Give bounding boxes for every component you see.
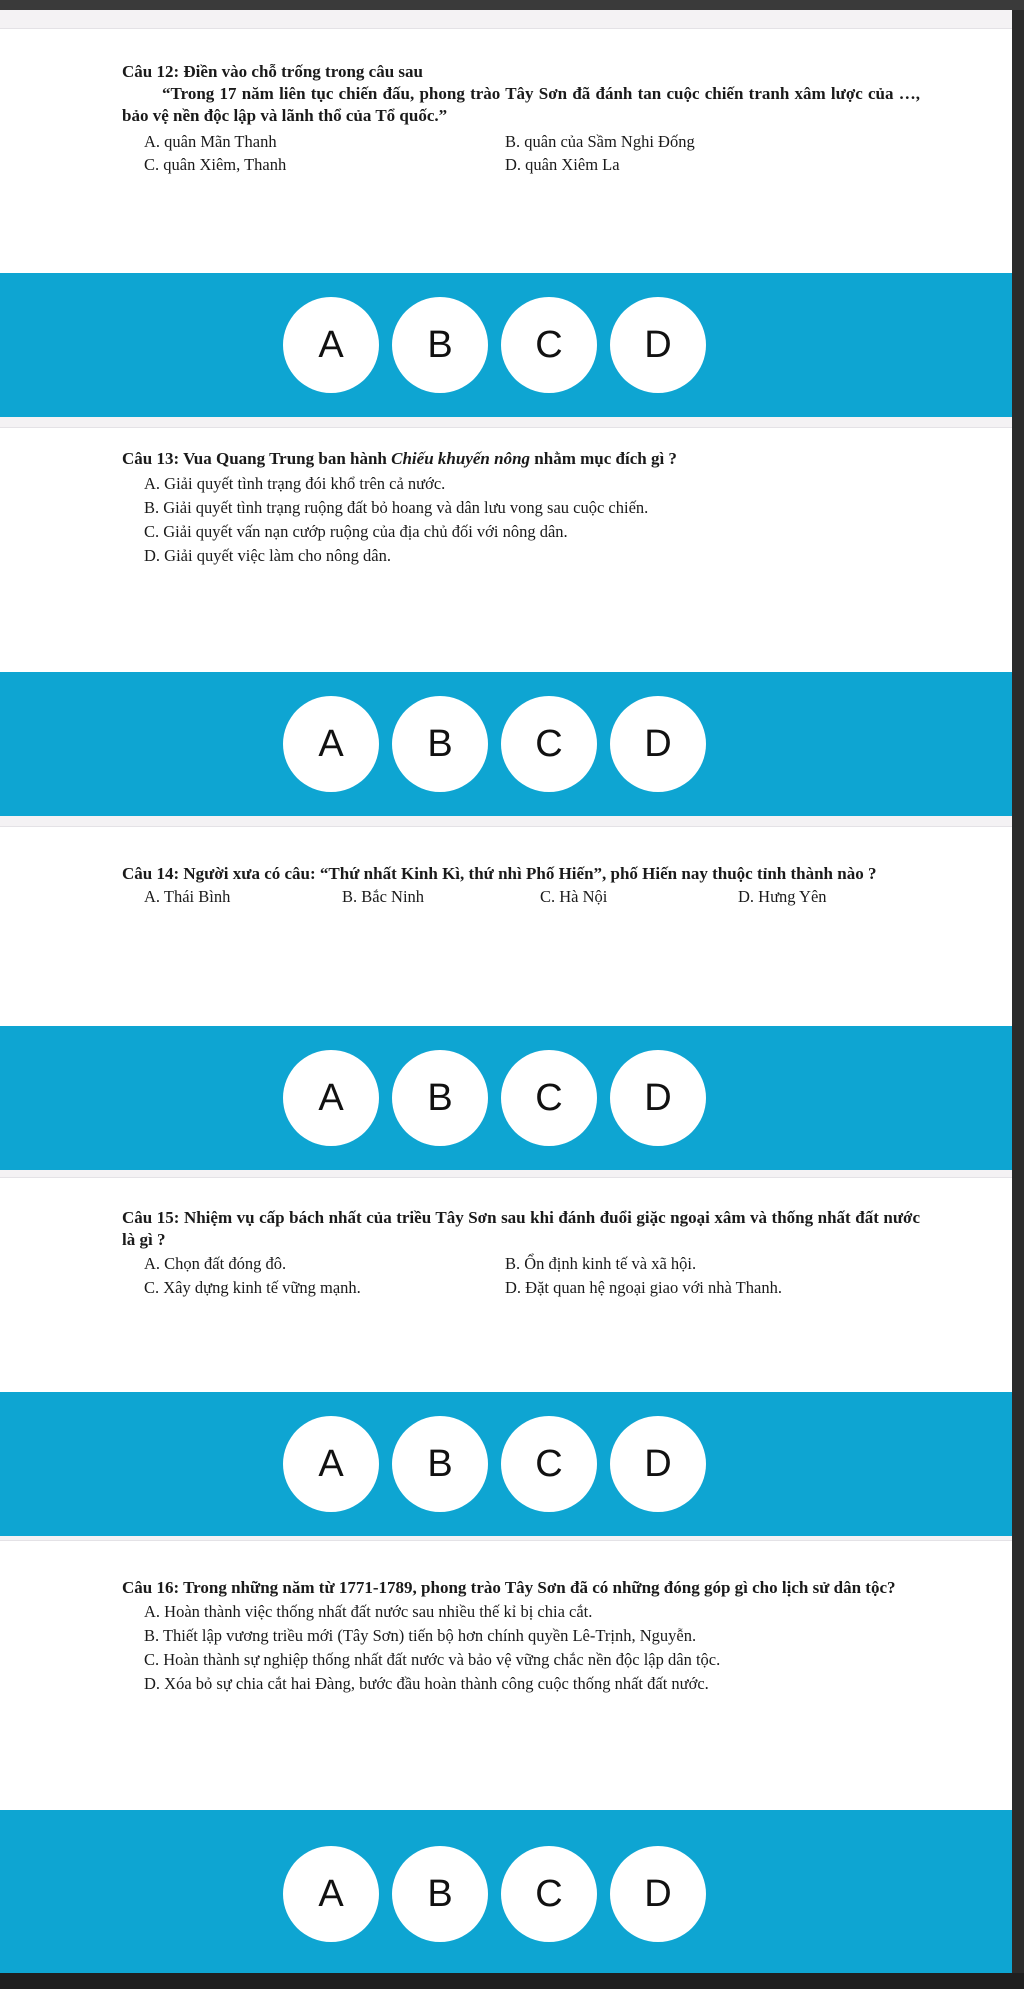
question-stem: “Trong 17 năm liên tục chiến đấu, phong trào Tây Sơn đã đánh tan cuộc chiến tranh xâm lược của …, bảo vệ nền độc lập và lãnh thổ của Tổ quốc.” — [122, 84, 920, 125]
question-16-text — [122, 1577, 920, 1694]
answer-button-b[interactable]: B — [392, 696, 488, 792]
quiz-page — [0, 10, 1012, 1973]
answer-bar-15 — [0, 1392, 1012, 1536]
answer-button-d[interactable]: D — [610, 696, 706, 792]
option-a: A. Giải quyết tình trạng đói khổ trên cả nước. — [144, 474, 446, 493]
question-13-text — [122, 448, 920, 566]
answer-button-d[interactable]: D — [610, 1416, 706, 1512]
option-c: C. quân Xiêm, Thanh — [144, 155, 287, 174]
question-14-text — [122, 863, 920, 907]
question-title — [122, 448, 920, 470]
answer-button-a[interactable]: A — [283, 1846, 379, 1942]
question-title: Câu 15: Nhiệm vụ cấp bách nhất của triều Tây Sơn sau khi đánh đuổi giặc ngoại xâm và thống nhất đất nước là gì ? — [122, 1208, 920, 1249]
answer-bar-16 — [0, 1810, 1012, 1973]
option-c: C. Giải quyết vấn nạn cướp ruộng của địa chủ đối với nông dân. — [144, 522, 568, 541]
option-d: D. Giải quyết việc làm cho nông dân. — [144, 546, 391, 565]
option-b: B. Giải quyết tình trạng ruộng đất bỏ hoang và dân lưu vong sau cuộc chiến. — [144, 498, 649, 517]
option-row — [122, 1602, 920, 1622]
option-d: D. quân Xiêm La — [505, 155, 620, 174]
option-b: B. Thiết lập vương triều mới (Tây Sơn) tiến bộ hơn chính quyền Lê-Trịnh, Nguyễn. — [144, 1626, 697, 1645]
option-d: D. Đặt quan hệ ngoại giao với nhà Thanh. — [505, 1278, 782, 1297]
answer-button-a[interactable]: A — [283, 1050, 379, 1146]
answer-button-d[interactable]: D — [610, 1846, 706, 1942]
option-row — [122, 887, 920, 907]
option-row — [122, 1626, 920, 1646]
option-a: A. Chọn đất đóng đô. — [144, 1254, 287, 1273]
option-row — [122, 1650, 920, 1670]
question-card-13 — [0, 427, 1012, 672]
option-row — [122, 1278, 920, 1298]
answer-button-b[interactable]: B — [392, 1846, 488, 1942]
option-c: C. Xây dựng kinh tế vững mạnh. — [144, 1278, 361, 1297]
answer-button-a[interactable]: A — [283, 1416, 379, 1512]
navigation-bar — [0, 1973, 1024, 1989]
question-title-italic: Chiếu khuyến nông — [391, 449, 531, 468]
answer-bar-14 — [0, 1026, 1012, 1170]
option-row — [122, 155, 920, 175]
answer-button-b[interactable]: B — [392, 297, 488, 393]
option-row — [122, 546, 920, 566]
option-d: D. Xóa bỏ sự chia cắt hai Đàng, bước đầu hoàn thành công cuộc thống nhất đất nước. — [144, 1674, 709, 1693]
question-title: Câu 14: Người xưa có câu: “Thứ nhất Kinh Kì, thứ nhì Phố Hiến”, phố Hiến nay thuộc tỉnh thành nào ? — [122, 864, 877, 883]
option-d: D. Hưng Yên — [738, 887, 827, 906]
question-card-16 — [0, 1540, 1012, 1810]
answer-button-c[interactable]: C — [501, 696, 597, 792]
option-row — [122, 522, 920, 542]
option-a: A. Thái Bình — [144, 887, 231, 906]
option-row — [122, 132, 920, 152]
option-a: A. Hoàn thành việc thống nhất đất nước sau nhiều thế kỉ bị chia cắt. — [144, 1602, 593, 1621]
question-title-prefix: Câu 13: Vua Quang Trung ban hành — [122, 449, 392, 468]
answer-button-d[interactable]: D — [610, 297, 706, 393]
option-row — [122, 1254, 920, 1274]
status-strip — [0, 0, 1024, 10]
answer-bar-12 — [0, 273, 1012, 417]
question-title: Câu 16: Trong những năm từ 1771-1789, phong trào Tây Sơn đã có những đóng góp gì cho lịch sử dân tộc? — [122, 1578, 896, 1597]
option-row — [122, 474, 920, 494]
answer-button-c[interactable]: C — [501, 1050, 597, 1146]
option-row — [122, 1674, 920, 1694]
question-title: Câu 12: Điền vào chỗ trống trong câu sau — [122, 62, 423, 81]
option-a: A. quân Mãn Thanh — [144, 132, 277, 151]
answer-button-b[interactable]: B — [392, 1416, 488, 1512]
option-b: B. quân của Sầm Nghi Đống — [505, 132, 695, 151]
answer-button-b[interactable]: B — [392, 1050, 488, 1146]
answer-button-c[interactable]: C — [501, 1416, 597, 1512]
question-title-suffix: nhằm mục đích gì ? — [530, 449, 677, 468]
question-12-text — [122, 61, 920, 175]
answer-bar-13 — [0, 672, 1012, 816]
answer-button-d[interactable]: D — [610, 1050, 706, 1146]
option-c: C. Hoàn thành sự nghiệp thống nhất đất nước và bảo vệ vững chắc nền độc lập dân tộc. — [144, 1650, 721, 1669]
answer-button-a[interactable]: A — [283, 696, 379, 792]
option-c: C. Hà Nội — [540, 887, 608, 906]
answer-button-c[interactable]: C — [501, 1846, 597, 1942]
question-15-text — [122, 1207, 920, 1298]
answer-button-c[interactable]: C — [501, 297, 597, 393]
answer-button-a[interactable]: A — [283, 297, 379, 393]
option-b: B. Ổn định kinh tế và xã hội. — [505, 1254, 697, 1273]
question-card-15 — [0, 1177, 1012, 1392]
question-card-12 — [0, 28, 1012, 273]
option-row — [122, 498, 920, 518]
question-card-14 — [0, 826, 1012, 1026]
option-b: B. Bắc Ninh — [342, 887, 425, 906]
